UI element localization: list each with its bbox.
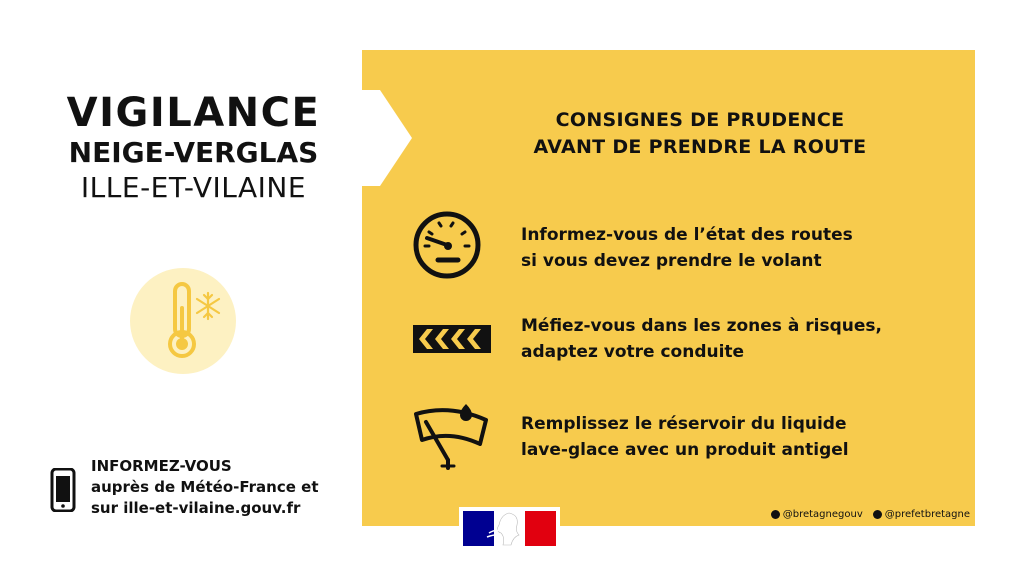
consigne-2-line2: adaptez votre conduite [521, 342, 745, 362]
republique-francaise-logo [459, 507, 560, 550]
social-handles [771, 509, 970, 520]
twitter-handle-text: @bretagnegouv [782, 509, 863, 520]
info-text [91, 456, 318, 519]
consigne-item-2 [521, 313, 882, 365]
title-neige-verglas: NEIGE-VERGLAS [68, 136, 319, 169]
chevron-sign-icon [413, 325, 491, 357]
consignes-title-line2: AVANT DE PRENDRE LA ROUTE [533, 136, 867, 158]
info-line-meteo: auprès de Météo-France et [91, 478, 319, 496]
facebook-icon [873, 510, 882, 519]
info-title: INFORMEZ-VOUS [91, 457, 232, 475]
facebook-handle[interactable] [873, 509, 970, 520]
info-block [50, 456, 370, 526]
facebook-handle-text: @prefetbretagne [884, 509, 970, 520]
consignes-title-line1: CONSIGNES DE PRUDENCE [555, 109, 845, 131]
speedometer-icon [411, 210, 483, 284]
thermometer-snow-icon [130, 268, 236, 374]
windshield-wiper-icon [412, 400, 492, 476]
smartphone-icon [50, 468, 76, 516]
consigne-1-line1: Informez-vous de l’état des routes [521, 225, 853, 245]
consigne-3-line2: lave-glace avec un produit antigel [521, 440, 849, 460]
title-vigilance: VIGILANCE [66, 90, 321, 136]
twitter-handle[interactable] [771, 509, 863, 520]
consigne-2-line1: Méfiez-vous dans les zones à risques, [521, 316, 882, 336]
title-block [56, 90, 331, 206]
twitter-icon [771, 510, 780, 519]
consigne-item-1 [521, 222, 853, 274]
consigne-item-3 [521, 411, 849, 463]
consigne-1-line2: si vous devez prendre le volant [521, 251, 822, 271]
consigne-3-line1: Remplissez le réservoir du liquide [521, 414, 847, 434]
consignes-title [380, 107, 1020, 161]
info-line-website: sur ille-et-vilaine.gouv.fr [91, 499, 301, 517]
title-department: ILLE-ET-VILAINE [80, 171, 307, 204]
